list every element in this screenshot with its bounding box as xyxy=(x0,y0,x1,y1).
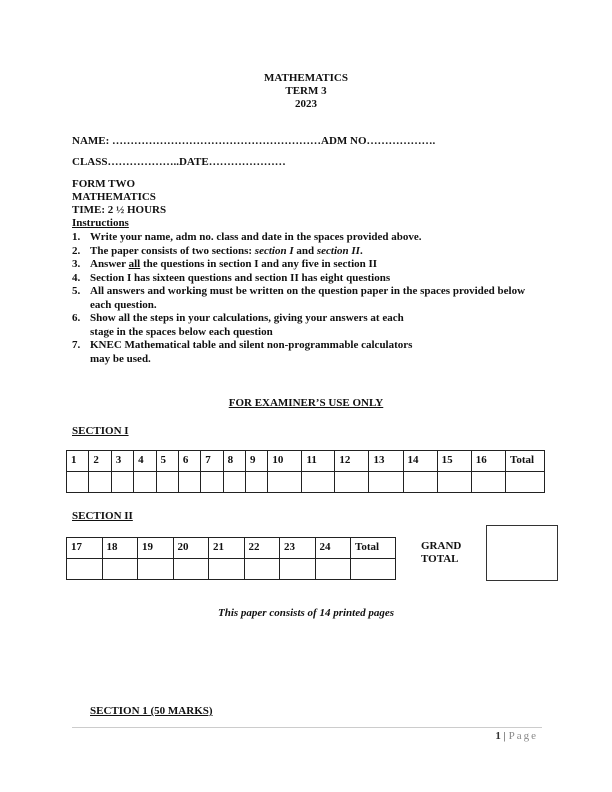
column-header: 15 xyxy=(437,451,471,472)
score-cell[interactable] xyxy=(156,472,178,493)
instruction-item xyxy=(72,312,420,339)
item-text: the questions in section I and any five in section II xyxy=(140,258,378,270)
grand-total-box xyxy=(486,525,558,581)
item-number: 6. xyxy=(72,312,81,324)
column-header: 7 xyxy=(201,451,223,472)
score-cell[interactable] xyxy=(223,472,245,493)
score-cell[interactable] xyxy=(67,472,89,493)
score-cell[interactable] xyxy=(209,559,245,580)
score-cell[interactable] xyxy=(369,472,403,493)
column-header: Total xyxy=(506,451,545,472)
instruction-item xyxy=(72,231,542,245)
score-cell[interactable] xyxy=(315,559,351,580)
instructions-list xyxy=(72,231,542,366)
class-date-field: CLASS………………..DATE………………… xyxy=(72,156,286,168)
form-label: FORM TWO xyxy=(72,178,136,190)
score-cell[interactable] xyxy=(302,472,335,493)
item-number: 4. xyxy=(72,271,81,284)
section2-score-table xyxy=(66,537,396,580)
column-header: 3 xyxy=(111,451,133,472)
item-number: 3. xyxy=(72,258,81,270)
item-text: and xyxy=(293,244,317,257)
item-emphasis: section II xyxy=(316,244,360,257)
score-cell[interactable] xyxy=(134,472,156,493)
section1-label: SECTION I xyxy=(72,425,129,437)
item-text: All answers and working must be written on the question paper in the spaces provided below each question. xyxy=(90,285,526,311)
item-number: 5. xyxy=(72,285,81,297)
column-header: 18 xyxy=(102,538,138,559)
column-header: 19 xyxy=(138,538,174,559)
instruction-item xyxy=(72,272,542,286)
instruction-item xyxy=(72,258,542,272)
instruction-item xyxy=(72,245,542,259)
name-field: NAME: …………………………………………………ADM NO………………. xyxy=(72,135,436,147)
instruction-item xyxy=(72,339,420,366)
score-cell[interactable] xyxy=(280,559,316,580)
page-number: 1 | Page xyxy=(495,730,538,742)
score-cell[interactable] xyxy=(178,472,200,493)
subject-label: MATHEMATICS xyxy=(72,191,156,203)
score-cell[interactable] xyxy=(437,472,471,493)
item-number: 7. xyxy=(72,339,81,351)
score-cell[interactable] xyxy=(138,559,174,580)
item-text: Answer xyxy=(90,258,129,270)
section1-score-table xyxy=(66,450,545,493)
footer-rule xyxy=(72,727,542,728)
column-header: 13 xyxy=(369,451,403,472)
time-label: TIME: 2 ½ HOURS xyxy=(72,204,167,216)
score-cell[interactable] xyxy=(403,472,437,493)
column-header: 1 xyxy=(67,451,89,472)
column-header: 22 xyxy=(244,538,280,559)
item-text: Section I has sixteen questions and section II has eight questions xyxy=(90,271,391,284)
section-heading: SECTION 1 (50 MARKS) xyxy=(90,705,213,717)
column-header: 14 xyxy=(403,451,437,472)
item-text: KNEC Mathematical table and silent non-programmable calculators may be used. xyxy=(90,339,413,365)
column-header: 16 xyxy=(471,451,505,472)
section2-label: SECTION II xyxy=(72,510,133,522)
score-cell[interactable] xyxy=(506,472,545,493)
column-header: 12 xyxy=(335,451,369,472)
score-cell[interactable] xyxy=(351,559,396,580)
item-text: Write your name, adm no. class and date in the spaces provided above. xyxy=(90,231,422,243)
score-cell[interactable] xyxy=(268,472,302,493)
score-cell[interactable] xyxy=(471,472,505,493)
column-header: 4 xyxy=(134,451,156,472)
item-number: 1. xyxy=(72,231,81,243)
examiner-heading: FOR EXAMINER’S USE ONLY xyxy=(228,397,384,409)
column-header: 10 xyxy=(268,451,302,472)
column-header: 2 xyxy=(89,451,111,472)
item-text: Show all the steps in your calculations, giving your answers at each stage in the spaces below each question xyxy=(90,312,404,338)
column-header: 17 xyxy=(67,538,103,559)
column-header: 11 xyxy=(302,451,335,472)
year-title: 2023 xyxy=(295,98,317,110)
score-cell[interactable] xyxy=(201,472,223,493)
score-cell[interactable] xyxy=(111,472,133,493)
item-emphasis: section I xyxy=(254,244,294,257)
instruction-item xyxy=(72,285,542,312)
grand-total-label: GRAND TOTAL xyxy=(421,540,462,565)
column-header: 20 xyxy=(173,538,209,559)
column-header: 9 xyxy=(246,451,268,472)
item-text: The paper consists of two sections: xyxy=(90,244,255,257)
column-header: 24 xyxy=(315,538,351,559)
score-cell[interactable] xyxy=(173,559,209,580)
subject-title: MATHEMATICS xyxy=(264,72,348,84)
column-header: 6 xyxy=(178,451,200,472)
page-count-note: This paper consists of 14 printed pages xyxy=(217,607,394,619)
score-cell[interactable] xyxy=(67,559,103,580)
score-cell[interactable] xyxy=(246,472,268,493)
term-title: TERM 3 xyxy=(285,85,327,97)
column-header: 5 xyxy=(156,451,178,472)
column-header: 23 xyxy=(280,538,316,559)
score-cell[interactable] xyxy=(102,559,138,580)
score-cell[interactable] xyxy=(244,559,280,580)
column-header: Total xyxy=(351,538,396,559)
score-cell[interactable] xyxy=(89,472,111,493)
score-cell[interactable] xyxy=(335,472,369,493)
item-number: 2. xyxy=(72,244,81,257)
column-header: 8 xyxy=(223,451,245,472)
instructions-heading: Instructions xyxy=(72,217,129,229)
column-header: 21 xyxy=(209,538,245,559)
item-text: . xyxy=(359,244,363,257)
item-underline: all xyxy=(128,258,141,270)
